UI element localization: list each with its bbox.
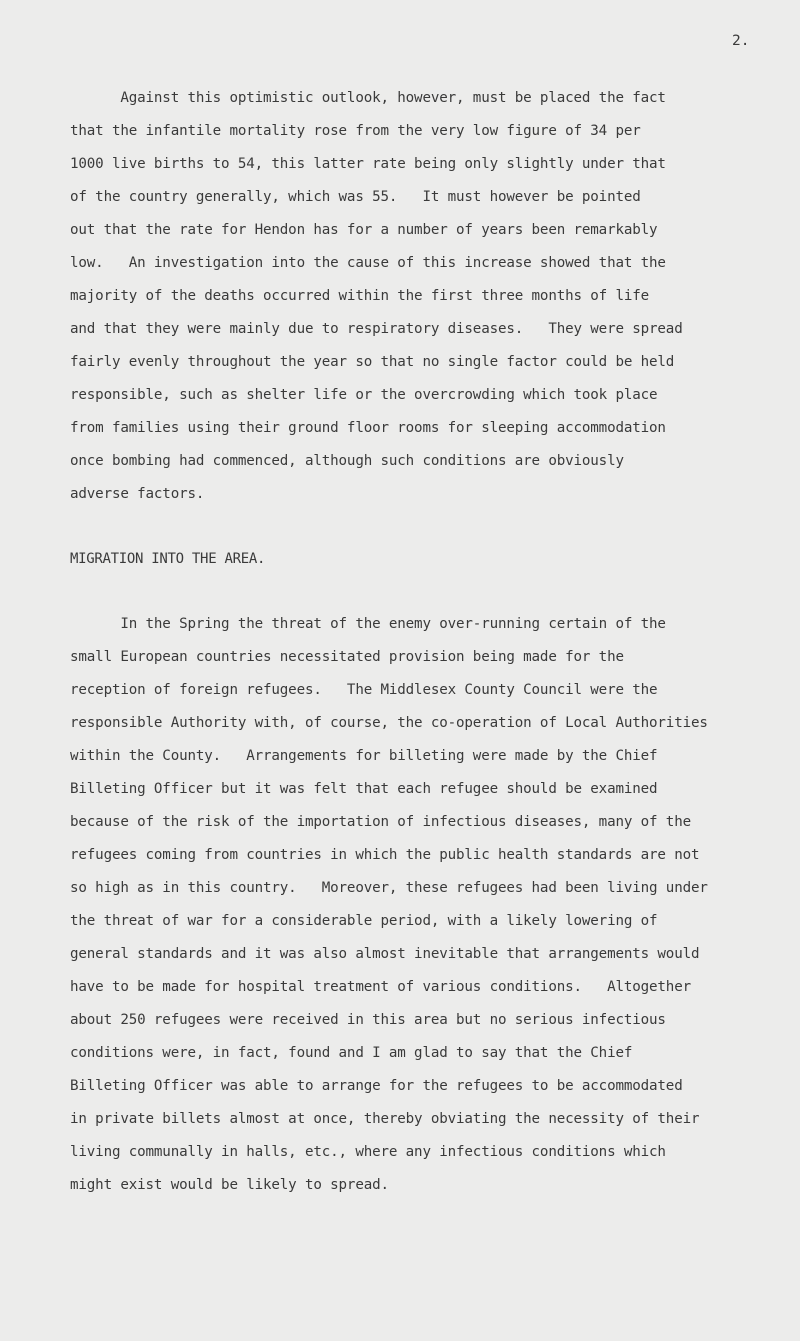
paragraph-line: have to be made for hospital treatment of various conditions. Altogether [70,979,691,995]
paragraph-line: out that the rate for Hendon has for a number of years been remarkably [70,222,658,238]
paragraph-line: general standards and it was also almost inevitable that arrangements would [70,946,700,962]
paragraph-line: responsible Authority with, of course, the co-operation of Local Authorities [70,715,708,731]
paragraph-line: responsible, such as shelter life or the overcrowding which took place [70,387,658,403]
paragraph-line: might exist would be likely to spread. [70,1177,389,1193]
paragraph-line: low. An investigation into the cause of this increase showed that the [70,255,666,271]
paragraph-line: In the Spring the threat of the enemy over-running certain of the [70,616,666,632]
paragraph-line: 1000 live births to 54, this latter rate being only slightly under that [70,156,666,172]
paragraph-line: small European countries necessitated provision being made for the [70,649,624,665]
paragraph-line: the threat of war for a considerable period, with a likely lowering of [70,913,658,929]
paragraph-line: conditions were, in fact, found and I am glad to say that the Chief [70,1045,633,1061]
paragraph-line: adverse factors. [70,486,205,502]
paragraph-line: so high as in this country. Moreover, these refugees had been living under [70,880,708,896]
paragraph-line: Billeting Officer but it was felt that each refugee should be examined [70,781,658,797]
paragraph-line: in private billets almost at once, thereby obviating the necessity of their [70,1111,700,1127]
paragraph-line: within the County. Arrangements for billeting were made by the Chief [70,748,658,764]
paragraph-line: Against this optimistic outlook, however, must be placed the fact [70,90,666,106]
paragraph-line: because of the risk of the importation of infectious diseases, many of the [70,814,691,830]
paragraph-line: about 250 refugees were received in this area but no serious infectious [70,1012,666,1028]
page-number: 2. [732,33,750,49]
paragraph-line: once bombing had commenced, although such conditions are obviously [70,453,624,469]
section-heading: MIGRATION INTO THE AREA. [70,551,266,567]
paragraph-line: refugees coming from countries in which the public health standards are not [70,847,700,863]
paragraph-line: from families using their ground floor rooms for sleeping accommodation [70,420,666,436]
paragraph-line: of the country generally, which was 55. It must however be pointed [70,189,641,205]
paragraph-line: majority of the deaths occurred within the first three months of life [70,288,650,304]
paragraph-line: that the infantile mortality rose from the very low figure of 34 per [70,123,641,139]
paragraph-line: and that they were mainly due to respiratory diseases. They were spread [70,321,683,337]
paragraph-line: reception of foreign refugees. The Middlesex County Council were the [70,682,658,698]
paragraph-line: Billeting Officer was able to arrange for the refugees to be accommodated [70,1078,683,1094]
paragraph-line: fairly evenly throughout the year so that no single factor could be held [70,354,675,370]
paragraph-line: living communally in halls, etc., where any infectious conditions which [70,1144,666,1160]
